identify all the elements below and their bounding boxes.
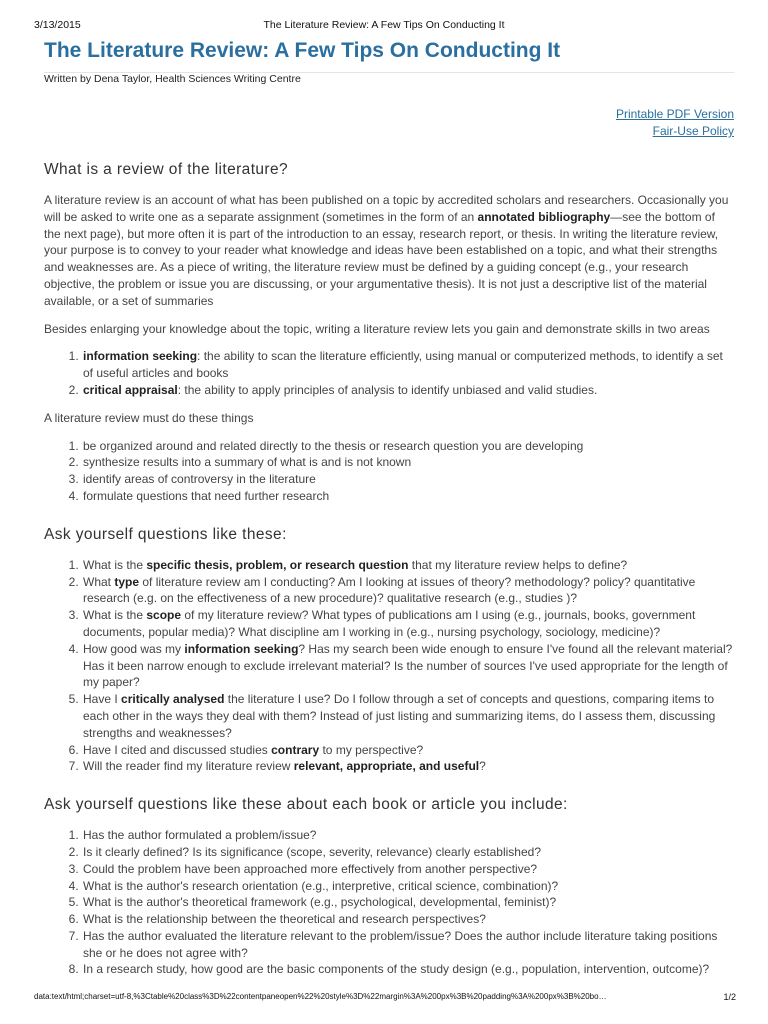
list-item: 5. What is the author's theoretical framework (e.g., psychological, developmental, feminist)? [82, 894, 734, 911]
print-date: 3/13/2015 [34, 19, 81, 31]
printable-pdf-link[interactable]: Printable PDF Version [615, 107, 734, 121]
section-heading-book-questions: Ask yourself questions like these about each book or article you include: [44, 796, 568, 814]
print-header [0, 0, 768, 36]
list-item: 1. What is the specific thesis, problem, or research question that my literature review helps to define? [82, 557, 734, 574]
list-item: 2. critical appraisal: the ability to apply principles of analysis to identify unbiased and valid studies. [82, 382, 734, 399]
musts-list [44, 438, 734, 505]
list-item: 1. Has the author formulated a problem/issue? [82, 827, 734, 844]
list-item: 4. How good was my information seeking? Has my search been wide enough to ensure I've found all the relevant material? Has it been narrow enough to exclude irrelevant material? Is the number of sources I've used appropriate for the length of my paper? [82, 641, 734, 691]
section-heading-questions: Ask yourself questions like these: [44, 525, 287, 543]
list-item: 1. be organized around and related directly to the thesis or research question you are developing [82, 438, 734, 455]
article-title: The Literature Review: A Few Tips On Conducting It [44, 39, 561, 62]
list-item: 7. Has the author evaluated the literature relevant to the problem/issue? Does the author include literature taking positions she or he does not agree with? [82, 928, 734, 962]
list-item: 6. What is the relationship between the theoretical and research perspectives? [82, 911, 734, 928]
list-item: 3. identify areas of controversy in the literature [82, 471, 734, 488]
print-title: The Literature Review: A Few Tips On Conducting It [263, 19, 505, 31]
list-item: 4. formulate questions that need further research [82, 488, 734, 505]
list-item: 5. Have I critically analysed the literature I use? Do I follow through a set of concepts and questions, comparing items to each other in the ways they deal with them? Instead of just listing and summarizing items, do I assess them, discussing strengths and weaknesses? [82, 691, 734, 741]
print-url: data:text/html;charset=utf-8,%3Ctable%20class%3D%22contentpaneopen%22%20style%3D%22margin%3A%200px%3B%20padding%3A%200px%3B%20bo… [34, 992, 607, 1001]
book-questions-list [44, 827, 734, 978]
article [44, 38, 734, 989]
list-item: 6. Have I cited and discussed studies contrary to my perspective? [82, 742, 734, 759]
skills-intro-paragraph: Besides enlarging your knowledge about the topic, writing a literature review lets you gain and demonstrate skills in two areas [44, 321, 710, 336]
page-number: 1/2 [723, 992, 736, 1002]
fair-use-policy-link[interactable]: Fair-Use Policy [652, 124, 734, 138]
list-item: 1. information seeking: the ability to scan the literature efficiently, using manual or computerized methods, to identify a set of useful articles and books [82, 348, 734, 382]
print-footer [34, 992, 736, 1008]
section-heading-what-is: What is a review of the literature? [44, 161, 289, 178]
list-item: 8. In a research study, how good are the basic components of the study design (e.g., population, intervention, outcome)? [82, 961, 734, 978]
list-item: 4. What is the author's research orientation (e.g., interpretive, critical science, combination)? [82, 878, 734, 895]
skills-list [44, 348, 734, 398]
musts-intro-paragraph: A literature review must do these things [44, 410, 254, 425]
list-item: 2. What type of literature review am I conducting? Am I looking at issues of theory? methodology? policy? quantitative research (e.g. on the effectiveness of a new procedure)? qualitative research (e.g., studies )? [82, 574, 734, 608]
list-item: 2. synthesize results into a summary of what is and is not known [82, 454, 734, 471]
questions-list [44, 557, 734, 775]
list-item: 3. What is the scope of my literature review? What types of publications am I using (e.g., journals, books, government documents, popular media)? What discipline am I working in (e.g., nursing psychology, sociology, medicine)? [82, 607, 734, 641]
list-item: 2. Is it clearly defined? Is its significance (scope, severity, relevance) clearly established? [82, 844, 734, 861]
article-byline: Written by Dena Taylor, Health Sciences Writing Centre [44, 73, 301, 85]
intro-paragraph: A literature review is an account of what has been published on a topic by accredited scholars and researchers. Occasionally you will be asked to write one as a separate assignment (sometimes in the form of an annotated bibliography—see the bottom of the next page), but more often it is part of the introduction to an essay, research report, or thesis. In writing the literature review, your purpose is to convey to your reader what knowledge and ideas have been established on a topic, and what their strengths and weaknesses are. As a piece of writing, the literature review must be defined by a guiding concept (e.g., your research objective, the problem or issue you are discussing, or your argumentative thesis). It is not just a descriptive list of the material available, or a set of summaries [44, 193, 729, 308]
list-item: 3. Could the problem have been approached more effectively from another perspective? [82, 861, 734, 878]
list-item: 7. Will the reader find my literature review relevant, appropriate, and useful? [82, 758, 734, 775]
article-links [44, 106, 734, 140]
